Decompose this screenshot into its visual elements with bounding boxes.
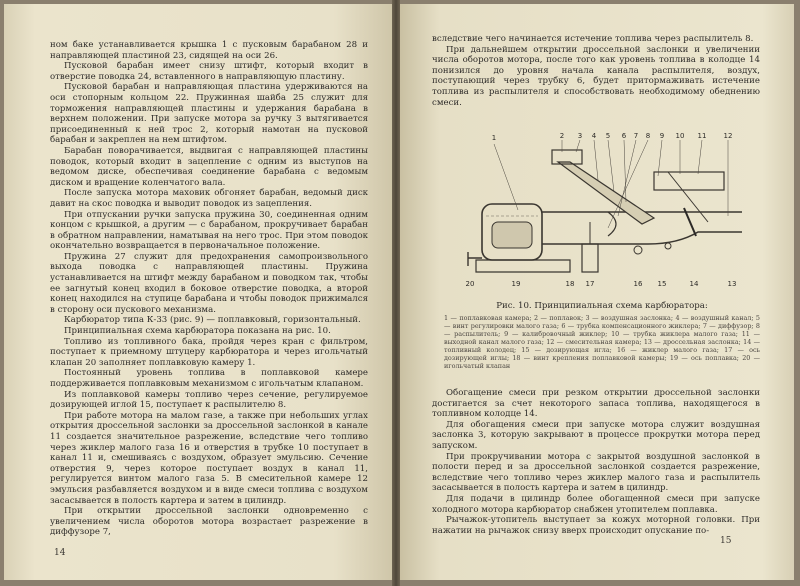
callout-17: 17 [585, 280, 595, 288]
paragraph: Обогащение смеси при резком открытии дроссельной заслонки достигается за счет некоторого запаса топлива, находящегося в топливном колодце 14. [432, 388, 760, 420]
callout-6: 6 [621, 132, 627, 140]
book-gutter [392, 0, 400, 586]
figure-caption-title: Рис. 10. Принципиальная схема карбюратора: [496, 301, 708, 311]
paragraph: При дальнейшем открытии дроссельной заслонки и увеличении числа оборотов мотора, после того как уровень топлива в колодце 14 понизился до уровня начала канала распылителя, воздух, поступающий через трубку 6, будет притормаживать истечение топлива из распылителя и способствовать необходимому обеднению смеси. [432, 44, 760, 108]
diffuser [608, 212, 616, 236]
callout-9: 9 [659, 132, 665, 140]
callout-12: 12 [723, 132, 733, 140]
callout-2: 2 [559, 132, 565, 140]
right-page-number: 15 [720, 536, 732, 546]
paragraph: Принципиальная схема карбюратора показана на рис. 10. [64, 326, 331, 337]
paragraph: После запуска мотора маховик обгоняет барабан, ведомый диск давит на скос поводка и выводит поводок из зацепления. [50, 188, 368, 209]
callout-11: 11 [697, 132, 707, 140]
callout-14: 14 [689, 280, 699, 288]
paragraph: Пусковой барабан и направляющая пластина удерживаются на оси стопорным кольцом 22. Пружинная шайба 25 служит для торможения направляющей пластины и удержания барабана в верхнем положении. При запуске мотора за ручку 3 вытягивается присоединенный к ней трос 2, который намотан на пусковой барабан и закреплен на нем штифтом. [50, 82, 368, 146]
callout-10: 10 [675, 132, 685, 140]
paragraph: Барабан поворачивается, выдвигая с направляющей пластины поводок, который входит в зацепление с одним из выступов на ведомом диске, обеспечивая соединение барабана с ведомым диском и вращение коленчатого вала. [50, 145, 368, 188]
callout-7: 7 [633, 132, 639, 140]
paragraph: Рычажок-утопитель выступает за кожух моторной головки. При нажатии на рычажок снизу вверх происходит опускание по- [432, 515, 760, 536]
paragraph: При прокручивании мотора с закрытой воздушной заслонкой в полости перед и за дроссельной заслонкой создается разрежение, вследствие чего топливо через жиклер малого газа и распылитель засасывается в полость картера и затем в цилиндр. [432, 451, 760, 494]
callout-20: 20 [465, 280, 475, 288]
left-page-number: 14 [54, 548, 66, 558]
right-page-top-text [432, 34, 760, 108]
left-page-text [50, 40, 368, 538]
callout-3: 3 [577, 132, 583, 140]
fuel-well [582, 244, 598, 272]
callout-4: 4 [591, 132, 597, 140]
paragraph: Постоянный уровень топлива в поплавковой камере поддерживается поплавковым механизмом с игольчатым клапаном. [50, 368, 368, 389]
paragraph: При работе мотора на малом газе, а также при небольших углах открытия дроссельной заслонки за дроссельной заслонкой в канале 11 создается значительное разрежение, вследствие чего топливо через жиклер малого газа 16 и отверстия в трубке 10 поступает в канал 11 и, смешиваясь с воздухом, образует эмульсию. Сечение отверстия 9, через которое поступает воздух в канал 11, регулируется винтом малого газа 5. В смесительной камере 12 эмульсия разбавляется воздухом и в виде смеси топлива с воздухом засасывается в полость картера и затем в цилиндр. [50, 410, 368, 506]
paragraph: Из поплавковой камеры топливо через сечение, регулируемое дозирующей иглой 15, поступает к распылителю 8. [50, 389, 368, 411]
paragraph: При отпускании ручки запуска пружина 30, соединенная одним концом с крышкой, а другим — с барабаном, прокручивает барабан в обратном направлении, наматывая на него трос. При этом поводок окончательно возвращается в первоначальное положение. [50, 209, 368, 252]
paragraph: Пусковой барабан имеет снизу штифт, который входит в отверстие поводка 24, вставленного в направляющую пластину. [50, 61, 368, 82]
paragraph: Карбюратор типа К-33 (рис. 9) — поплавковый, горизонтальный. [64, 315, 361, 326]
carburetor-diagram [458, 132, 754, 292]
right-page [400, 4, 794, 580]
callout-13: 13 [727, 280, 737, 288]
air-channel [558, 162, 654, 224]
callout-5: 5 [605, 132, 611, 140]
paragraph: ном баке устанавливается крышка 1 с пусковым барабаном 28 и направляющей пластиной 23, сидящей на оси 26. [50, 40, 368, 61]
paragraph: При открытии дроссельной заслонки одновременно с увеличением числа оборотов мотора возрастает разрежение в диффузоре 7, [50, 506, 368, 538]
paragraph: Топливо из топливного бака, пройдя через кран с фильтром, поступает к приемному штуцеру карбюратора и через игольчатый клапан 20 заполняет поплавковую камеру 1. [50, 336, 368, 368]
paragraph: вследствие чего начинается истечение топлива через распылитель 8. [432, 34, 754, 44]
figure-caption-legend: 1 — поплавковая камера; 2 — поплавок; 3 — воздушная заслонка; 4 — воздушный канал; 5 — винт регулировки малого газа; 6 — трубка компенсационного жиклера; 7 — диффузор; 8 — распылитель; 9 — калибровочный жиклер; 10 — трубка жиклера малого газа; 11 — выходной канал малого газа; 12 — смесительная камера; 13 — дроссельная заслонка; 14 — топливный колодец; 15 — дозирующая игла; 16 — жиклер малого газа; 17 — ось дозирующей иглы; 18 — винт крепления поплавковой камеры; 19 — ось поплавка; 20 — игольчатый клапан [444, 313, 760, 370]
callout-1: 1 [491, 134, 497, 142]
figure-caption [444, 302, 760, 370]
paragraph: Пружина 27 служит для предохранения самопроизвольного выхода поводка с направляющей пластины. Пружина устанавливается на штифт между барабаном и поводком так, чтобы ее загнутый конец входил в боковое отверстие поводка, а второй конец находился на ступице барабана и чтобы поводок прижимался в сторону оси пускового механизма. [50, 251, 368, 315]
needle-valve [468, 252, 482, 266]
left-page [4, 4, 392, 580]
callout-19: 19 [511, 280, 521, 288]
callout-15: 15 [657, 280, 667, 288]
paragraph: Для обогащения смеси при запуске мотора служит воздушная заслонка 3, которую закрывают в процессе прокрутки мотора перед запуском. [432, 419, 760, 451]
callout-18: 18 [565, 280, 575, 288]
right-page-bottom-text [432, 388, 760, 536]
callout-8: 8 [645, 132, 651, 140]
callout-16: 16 [633, 280, 643, 288]
float [492, 222, 532, 248]
paragraph: Для подачи в цилиндр более обогащенной смеси при запуске холодного мотора карбюратор снабжен утопителем поплавка. [432, 493, 760, 515]
